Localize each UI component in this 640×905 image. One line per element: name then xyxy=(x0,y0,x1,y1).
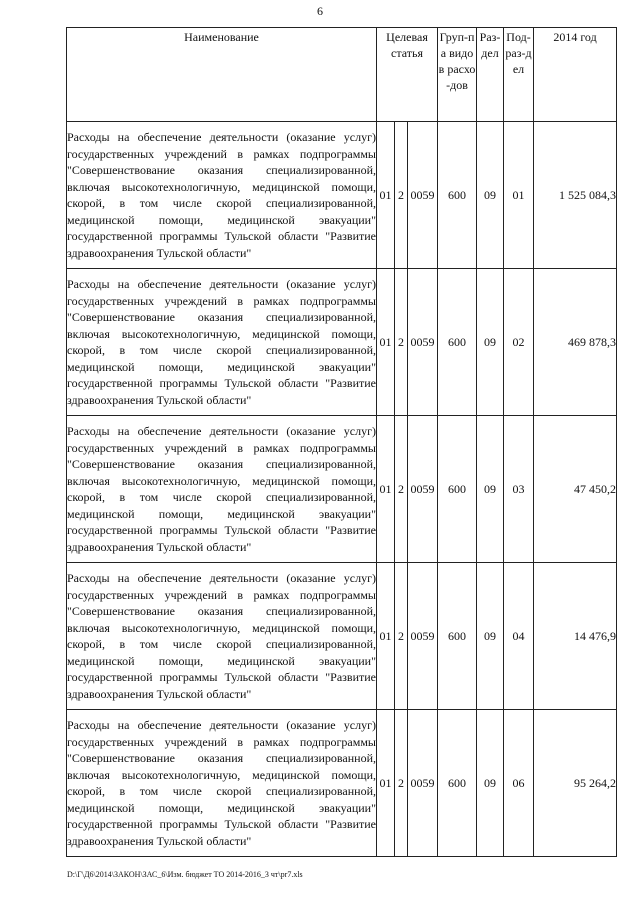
table-header-row xyxy=(67,28,617,122)
header-name: Наименование xyxy=(67,28,377,122)
cell-article-program: 01 xyxy=(377,122,395,269)
header-year: 2014 год xyxy=(534,28,617,122)
table-row xyxy=(67,416,617,563)
cell-subsection: 02 xyxy=(504,269,534,416)
cell-article-program: 01 xyxy=(377,563,395,710)
budget-table-body xyxy=(67,28,617,857)
cell-amount: 47 450,2 xyxy=(534,416,617,563)
page-number: 6 xyxy=(317,4,323,18)
cell-name: Расходы на обеспечение деятельности (оказание услуг) государственных учреждений в рамках подпрограммы "Совершенствование оказания специализированной, включая высокотехнологичную, медицинской помощи, скорой, в том числе скорой специализированной, медицинской помощи, медицинской эвакуации" государственной программы Тульской области "Развитие здравоохранения Тульской области" xyxy=(67,563,377,710)
cell-subsection: 06 xyxy=(504,710,534,857)
cell-article-program: 01 xyxy=(377,416,395,563)
header-section: Раз-дел xyxy=(477,28,504,122)
cell-section: 09 xyxy=(477,710,504,857)
header-expense-group: Груп-па видов расхо-дов xyxy=(438,28,477,122)
cell-article-subprogram: 2 xyxy=(395,269,408,416)
cell-amount: 1 525 084,3 xyxy=(534,122,617,269)
cell-name: Расходы на обеспечение деятельности (оказание услуг) государственных учреждений в рамках подпрограммы "Совершенствование оказания специализированной, включая высокотехнологичную, медицинской помощи, скорой, в том числе скорой специализированной, медицинской помощи, медицинской эвакуации" государственной программы Тульской области "Развитие здравоохранения Тульской области" xyxy=(67,269,377,416)
cell-name: Расходы на обеспечение деятельности (оказание услуг) государственных учреждений в рамках подпрограммы "Совершенствование оказания специализированной, включая высокотехнологичную, медицинской помощи, скорой, в том числе скорой специализированной, медицинской помощи, медицинской эвакуации" государственной программы Тульской области "Развитие здравоохранения Тульской области" xyxy=(67,416,377,563)
cell-expense-group: 600 xyxy=(438,122,477,269)
cell-subsection: 04 xyxy=(504,563,534,710)
cell-expense-group: 600 xyxy=(438,269,477,416)
cell-article-direction: 0059 xyxy=(408,416,438,563)
cell-expense-group: 600 xyxy=(438,563,477,710)
cell-article-direction: 0059 xyxy=(408,122,438,269)
cell-article-direction: 0059 xyxy=(408,710,438,857)
cell-amount: 469 878,3 xyxy=(534,269,617,416)
header-subsection: Под-раз-дел xyxy=(504,28,534,122)
cell-article-subprogram: 2 xyxy=(395,122,408,269)
cell-article-subprogram: 2 xyxy=(395,416,408,563)
cell-article-direction: 0059 xyxy=(408,563,438,710)
budget-table xyxy=(66,27,617,857)
cell-article-subprogram: 2 xyxy=(395,563,408,710)
table-row xyxy=(67,122,617,269)
cell-article-program: 01 xyxy=(377,710,395,857)
cell-amount: 95 264,2 xyxy=(534,710,617,857)
cell-article-program: 01 xyxy=(377,269,395,416)
cell-section: 09 xyxy=(477,269,504,416)
table-row xyxy=(67,269,617,416)
cell-section: 09 xyxy=(477,122,504,269)
cell-subsection: 01 xyxy=(504,122,534,269)
cell-name: Расходы на обеспечение деятельности (оказание услуг) государственных учреждений в рамках подпрограммы "Совершенствование оказания специализированной, включая высокотехнологичную, медицинской помощи, скорой, в том числе скорой специализированной, медицинской помощи, медицинской эвакуации" государственной программы Тульской области "Развитие здравоохранения Тульской области" xyxy=(67,122,377,269)
cell-expense-group: 600 xyxy=(438,416,477,563)
cell-article-subprogram: 2 xyxy=(395,710,408,857)
cell-subsection: 03 xyxy=(504,416,534,563)
cell-article-direction: 0059 xyxy=(408,269,438,416)
table-row xyxy=(67,710,617,857)
cell-section: 09 xyxy=(477,416,504,563)
header-target-article: Целевая статья xyxy=(377,28,438,122)
cell-amount: 14 476,9 xyxy=(534,563,617,710)
cell-name: Расходы на обеспечение деятельности (оказание услуг) государственных учреждений в рамках подпрограммы "Совершенствование оказания специализированной, включая высокотехнологичную, медицинской помощи, скорой, в том числе скорой специализированной, медицинской помощи, медицинской эвакуации" государственной программы Тульской области "Развитие здравоохранения Тульской области" xyxy=(67,710,377,857)
table-row xyxy=(67,563,617,710)
cell-expense-group: 600 xyxy=(438,710,477,857)
cell-section: 09 xyxy=(477,563,504,710)
footer-file-path: D:\Г\Д6\2014\ЗАКОН\ЗАС_6\Изм. бюджет ТО 2014-2016_3 чт\pr7.xls xyxy=(67,870,303,879)
